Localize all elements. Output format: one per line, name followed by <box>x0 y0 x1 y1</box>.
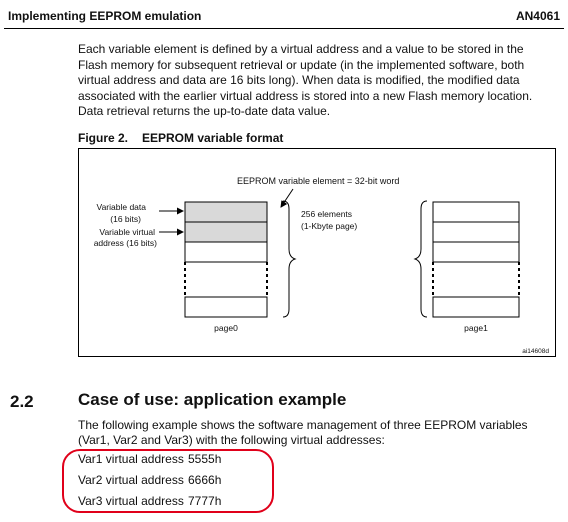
page0-block <box>185 202 267 317</box>
variable-label: Var1 virtual address <box>78 452 184 466</box>
data-label-line1: Variable data <box>96 202 146 212</box>
variable-label: Var2 virtual address <box>78 473 184 487</box>
addr-label-line2: address (16 bits) <box>93 238 157 248</box>
element-pointer-arrow <box>281 189 293 207</box>
page1-last-cell <box>433 297 519 317</box>
variable-label: Var3 virtual address <box>78 494 184 508</box>
header-title: Implementing EEPROM emulation <box>8 9 202 23</box>
elements-label-line1: 256 elements <box>301 209 353 219</box>
page1-cell <box>433 242 519 262</box>
addr-label-line1: Variable virtual <box>99 227 155 237</box>
header-doc-id: AN4061 <box>515 9 560 23</box>
page1-block <box>433 202 519 317</box>
variable-address: 5555h <box>188 452 222 466</box>
eeprom-format-diagram <box>79 149 557 358</box>
page0-last-cell <box>185 297 267 317</box>
section-number: 2.2 <box>10 392 34 411</box>
figure-reference: ai14608d <box>522 348 549 355</box>
page1-cell <box>433 202 519 222</box>
header-rule <box>4 28 564 29</box>
page0-label: page0 <box>214 323 238 333</box>
data-label-line2: (16 bits) <box>110 214 141 224</box>
page0-data-cell <box>185 202 267 222</box>
variable-address: 6666h <box>188 473 222 487</box>
page0-brace <box>283 201 295 317</box>
page1-brace <box>415 201 427 317</box>
section-paragraph: The following example shows the software management of three EEPROM variables (Var1, Var2 and Var3) with the following virtual addresses: <box>78 418 528 447</box>
figure-box <box>78 148 556 357</box>
figure-number: Figure 2. <box>78 131 129 145</box>
red-highlight-oval <box>62 449 274 513</box>
figure-title: EEPROM variable format <box>142 131 284 145</box>
elements-label-line2: (1-Kbyte page) <box>301 221 358 231</box>
section-title: Case of use: application example <box>78 390 347 409</box>
page0-address-cell <box>185 222 267 242</box>
variable-address: 7777h <box>188 494 222 508</box>
element-size-label: EEPROM variable element = 32-bit word <box>237 176 400 186</box>
figure-caption <box>78 131 283 145</box>
page1-cell <box>433 222 519 242</box>
page1-label: page1 <box>464 323 488 333</box>
intro-paragraph: Each variable element is defined by a virtual address and a value to be stored in the Flash memory for subsequent retrieval or update (in the implemented software, both virtual address and data are 16 bits long). When data is modified, the modified data associated with the earlier virtual address is stored into a new Flash memory location. Data retrieval returns the up-to-date data value. <box>78 42 533 118</box>
page0-cell <box>185 242 267 262</box>
